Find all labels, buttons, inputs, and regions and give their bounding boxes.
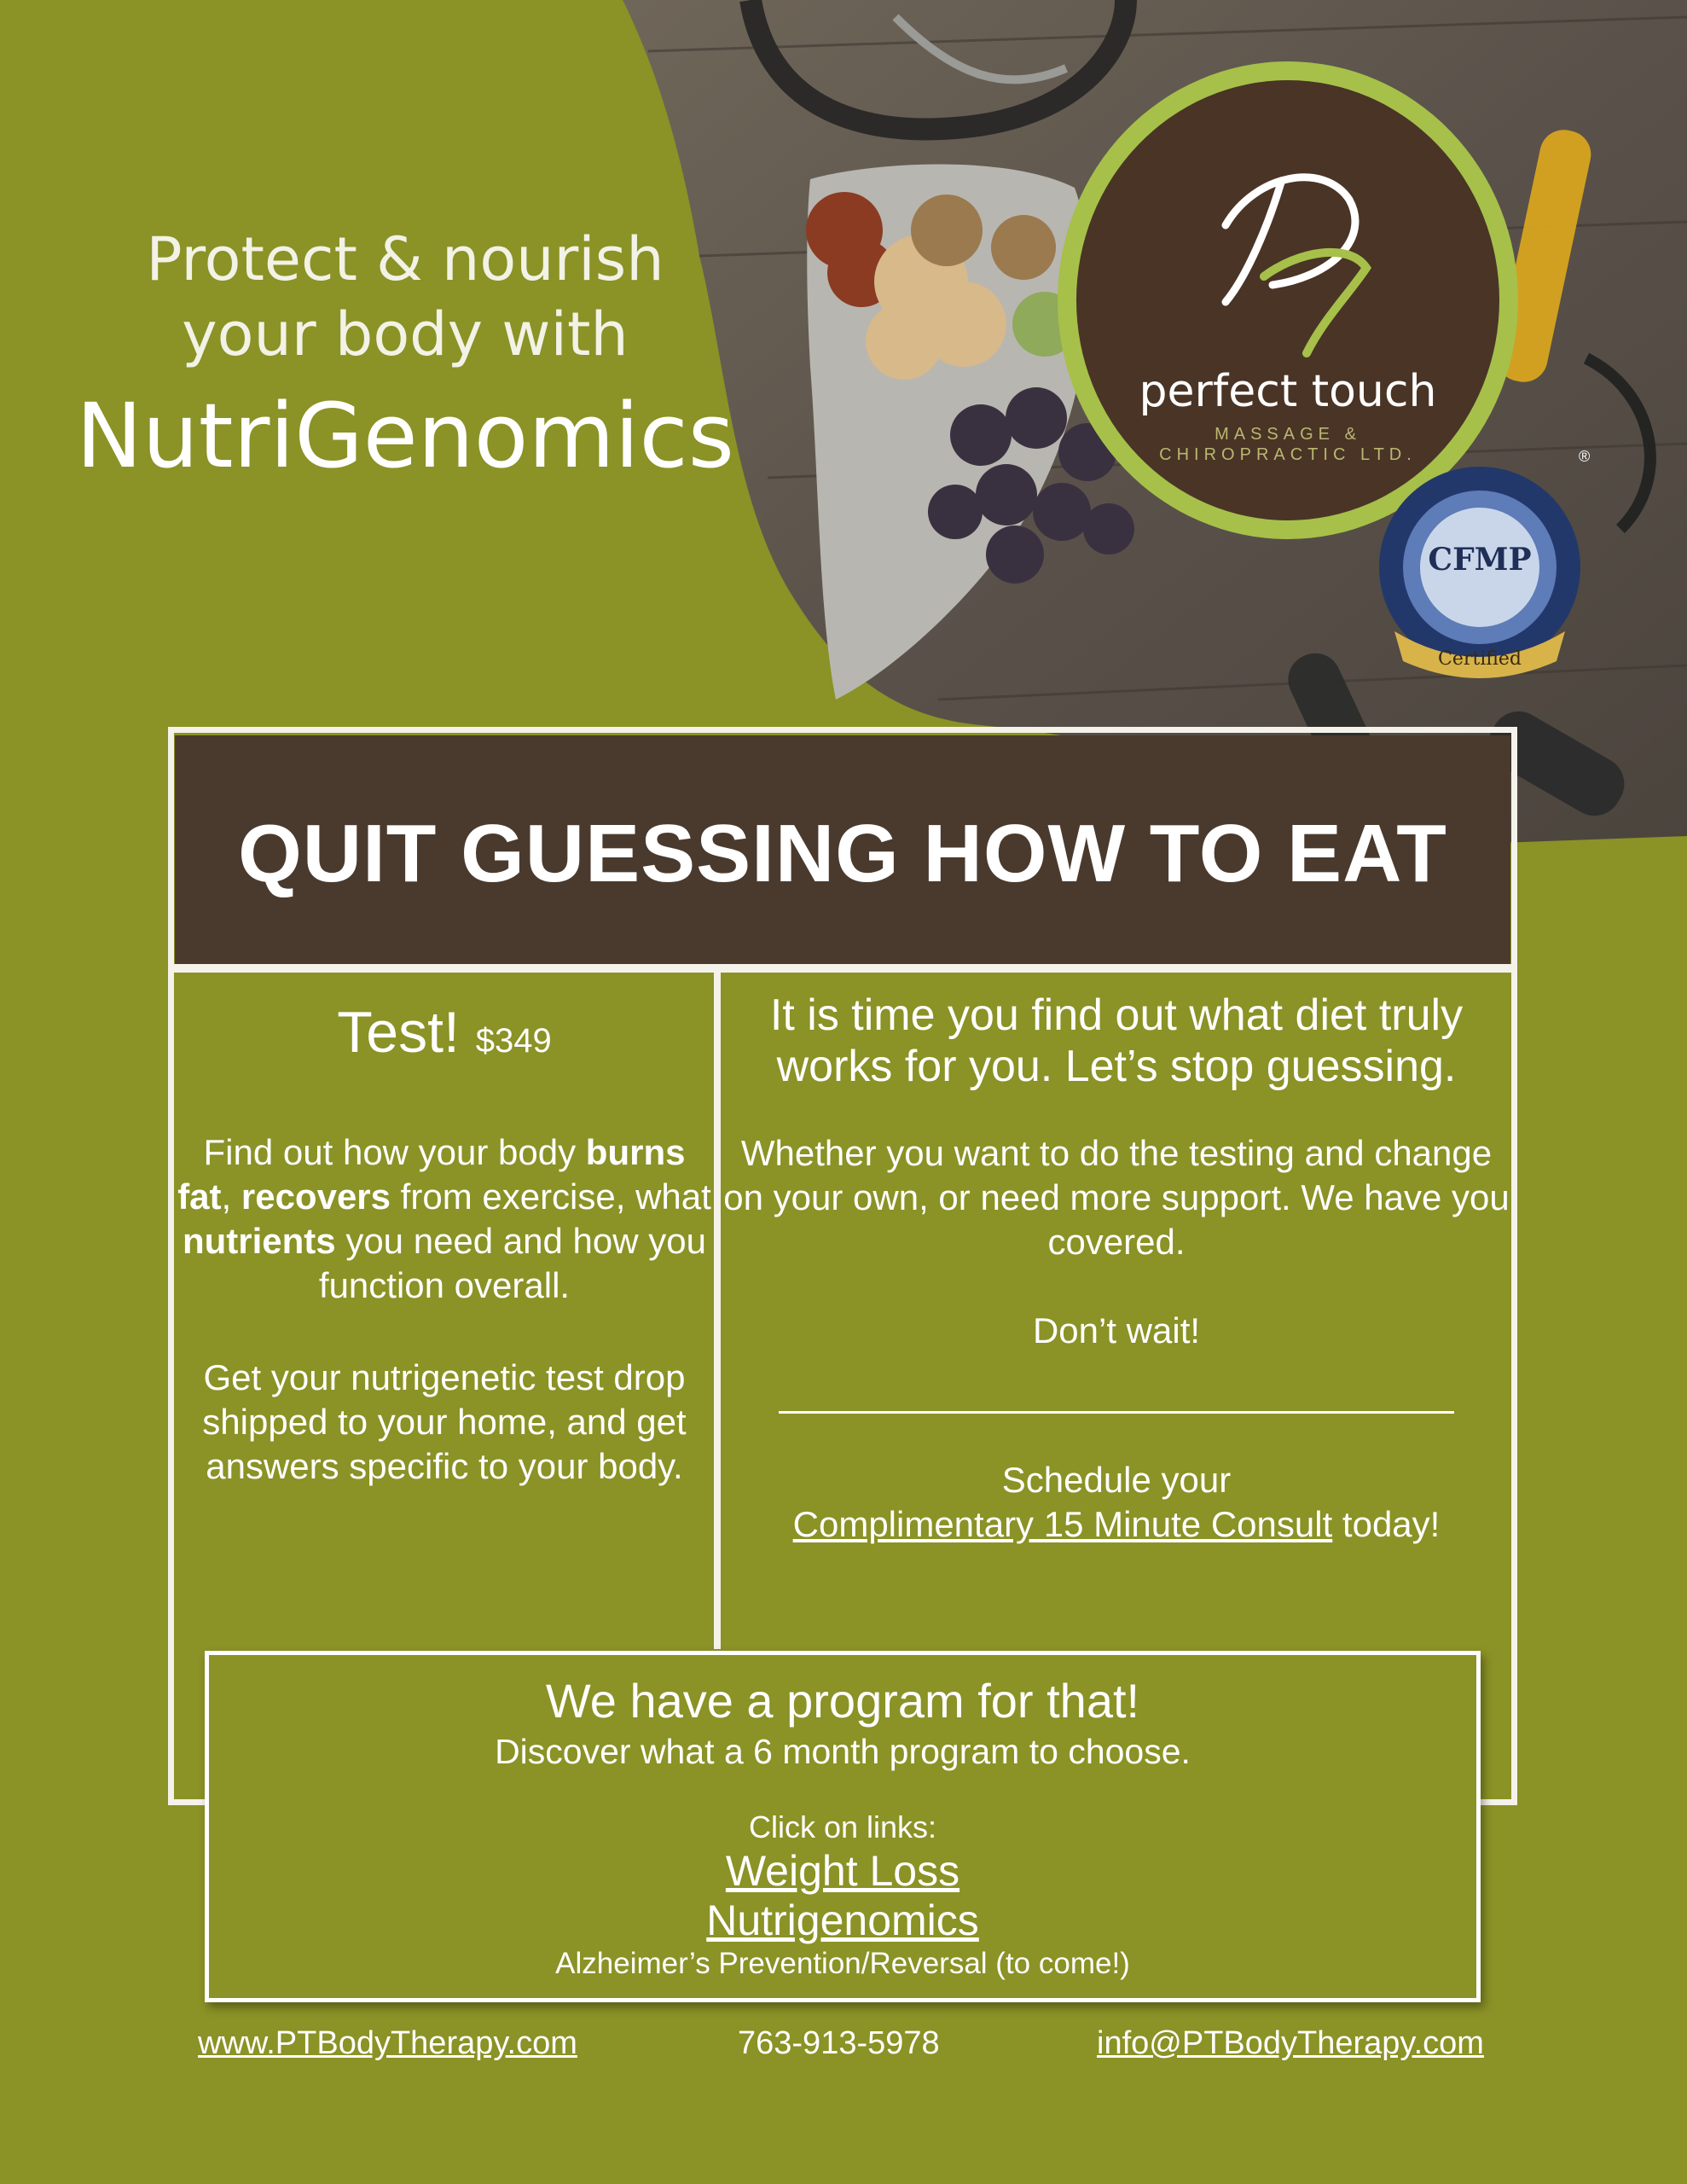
- desc-text-1: Find out how your body: [203, 1132, 586, 1172]
- headline-line-1: Protect & nourish: [146, 224, 664, 294]
- cfmp-badge: [1369, 448, 1625, 682]
- footer: [0, 2025, 1687, 2073]
- hero-headline: [51, 222, 759, 500]
- weight-loss-link[interactable]: Weight Loss: [725, 1847, 960, 1895]
- banner-title: QUIT GUESSING HOW TO EAT: [238, 808, 1447, 899]
- program-title: We have a program for that!: [545, 1674, 1140, 1728]
- test-price: $349: [475, 1022, 552, 1060]
- separator-line: [779, 1411, 1454, 1414]
- alzheimers-note: Alzheimer’s Prevention/Reversal (to come!): [555, 1947, 1130, 1980]
- email-link[interactable]: info@PTBodyTherapy.com: [1097, 2025, 1484, 2061]
- badge-registered-mark: ®: [1579, 448, 1591, 465]
- desc-text-3: from exercise, what: [391, 1176, 711, 1217]
- program-subtitle: Discover what a 6 month program to choose.: [495, 1732, 1191, 1771]
- logo-subtitle: [1076, 424, 1499, 465]
- schedule-suffix: today!: [1332, 1504, 1441, 1544]
- intro-text: It is time you find out what diet truly works for you. Let’s stop guessing.: [769, 990, 1464, 1091]
- desc-bold-recovers: recovers: [241, 1176, 391, 1217]
- column-divider: [714, 971, 721, 1649]
- headline-line-2: your body with: [182, 299, 629, 369]
- test-description: [175, 1130, 714, 1308]
- desc-text-4: you need and how you function overall.: [318, 1221, 706, 1305]
- headline-brand: NutriGenomics: [76, 384, 734, 488]
- logo-sub-line-1: MASSAGE &: [1215, 425, 1361, 444]
- program-box: [205, 1651, 1481, 2002]
- nutrigenomics-link[interactable]: Nutrigenomics: [706, 1896, 979, 1944]
- badge-acronym: CFMP: [1428, 542, 1532, 578]
- desc-bold-nutrients: nutrients: [182, 1221, 336, 1261]
- test-shipping-text: Get your nutrigenetic test drop shipped to your home, and get answers specific to your body.: [202, 1357, 687, 1486]
- dont-wait-text: Don’t wait!: [1032, 1310, 1201, 1350]
- phone-number: 763-913-5978: [738, 2025, 940, 2061]
- banner-divider: [168, 964, 1517, 973]
- test-price-row: [175, 994, 714, 1079]
- badge-certified: Certified: [1437, 648, 1522, 670]
- left-column: [175, 994, 714, 1489]
- schedule-prefix: Schedule your: [1001, 1460, 1232, 1500]
- desc-bold-burns-fat: burns fat: [177, 1132, 686, 1217]
- schedule-line: [721, 1502, 1512, 1547]
- logo-sub-line-2: CHIROPRACTIC LTD.: [1159, 445, 1417, 464]
- support-text: Whether you want to do the testing and change on your own, or need more support. We have you covered.: [723, 1133, 1510, 1262]
- right-column: [721, 990, 1512, 1547]
- test-label: Test!: [337, 1000, 460, 1065]
- website-link[interactable]: www.PTBodyTherapy.com: [198, 2025, 577, 2061]
- desc-text-2: ,: [221, 1176, 241, 1217]
- click-links-label: Click on links:: [748, 1809, 937, 1844]
- consult-link[interactable]: Complimentary 15 Minute Consult: [792, 1504, 1333, 1544]
- logo-name: perfect touch: [1139, 366, 1437, 417]
- title-banner: [175, 735, 1510, 964]
